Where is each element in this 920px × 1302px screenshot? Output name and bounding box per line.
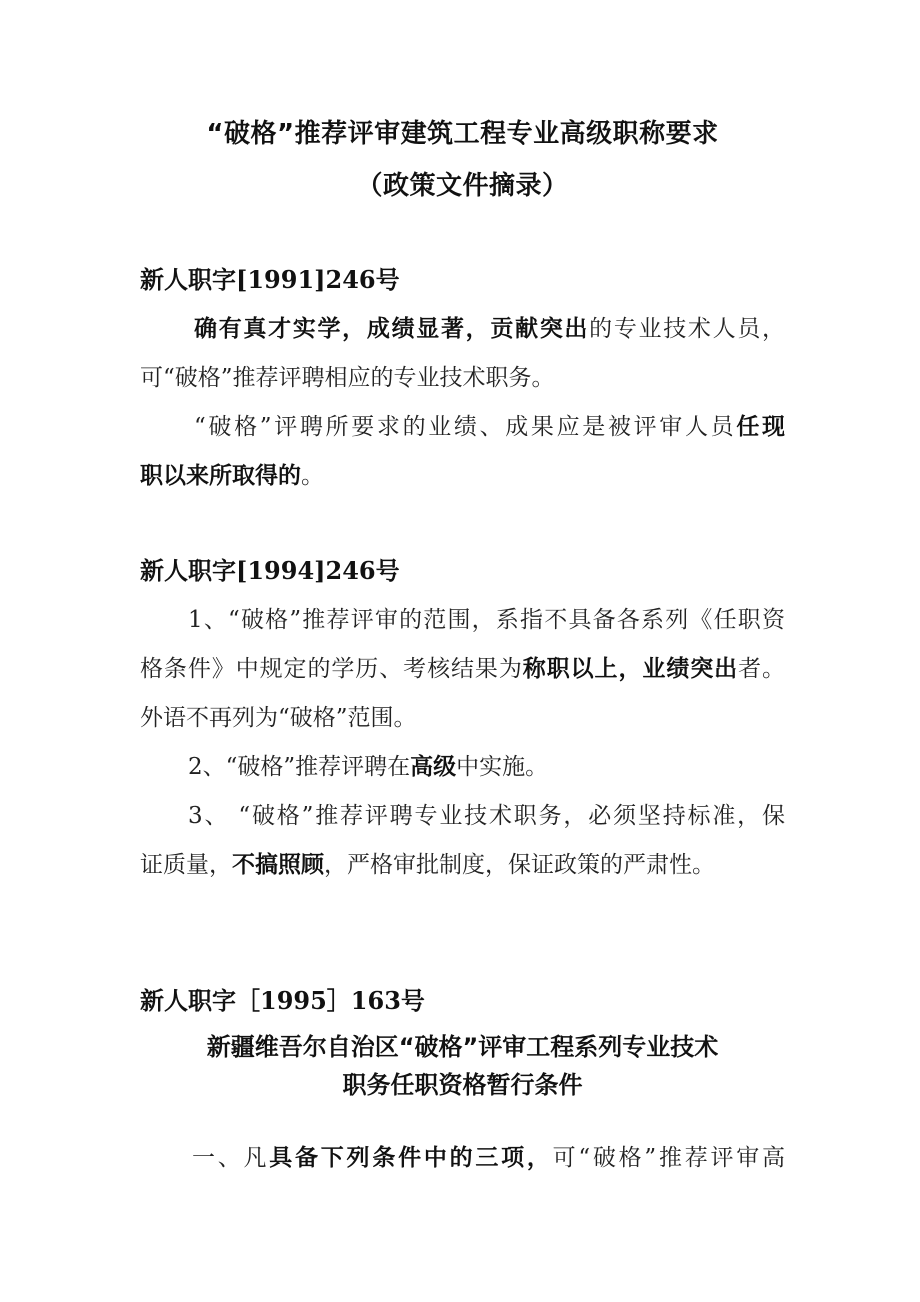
section-1-heading: 新人职字[1991]246号 <box>140 265 400 294</box>
section-2-item-1: 1、“破格”推荐评审的范围，系指不具备各系列《任职资 <box>188 607 785 633</box>
section-2-item-3-cont <box>140 849 785 881</box>
section-1-p2-period: 。 <box>301 463 324 489</box>
section-2-heading: 新人职字[1994]246号 <box>140 556 400 585</box>
section-2-item-3-emphasis: 不搞照顾 <box>232 852 324 878</box>
document-title: “破格”推荐评审建筑工程专业高级职称要求 <box>206 119 719 149</box>
section-2-item-2-emphasis: 高级 <box>410 754 457 780</box>
section-3-subtitle: 新疆维吾尔自治区“破格”评审工程系列专业技术 <box>206 1033 719 1061</box>
section-1-paragraph-1 <box>194 313 785 345</box>
section-2-item-1-text-b: 者。 <box>738 656 786 682</box>
section-2-item-1-cont <box>140 653 785 685</box>
section-3-subtitle-cont: 职务任职资格暂行条件 <box>342 1071 583 1099</box>
section-3-p1-text-a: 一、凡 <box>192 1145 270 1171</box>
section-2-item-2-text-b: 中实施。 <box>456 754 549 780</box>
section-1-p2-emphasis-cont: 职以来所取得的 <box>140 463 301 489</box>
section-1-p1-emphasis: 确有真才实学，成绩显著，贡献突出 <box>194 316 590 342</box>
section-1-p2-text: “破格”评聘所要求的业绩、成果应是被评审人员 <box>194 414 737 440</box>
section-1-paragraph-2-cont <box>140 460 785 492</box>
section-3-p1-text-b: 可“破格”推荐评审高 <box>552 1145 785 1171</box>
section-2-item-3-text-b: ，严格审批制度，保证政策的严肃性。 <box>324 852 715 878</box>
section-1-paragraph-2 <box>194 411 785 443</box>
section-1-paragraph-1-cont: 可“破格”推荐评聘相应的专业技术职务。 <box>140 365 555 391</box>
section-3-heading: 新人职字［1995］163号 <box>140 986 425 1015</box>
section-2-item-1-emphasis: 称职以上，业绩突出 <box>522 656 739 682</box>
section-2-item-1-cont-2: 外语不再列为“破格”范围。 <box>140 705 417 731</box>
section-2-item-2 <box>188 751 785 783</box>
section-2-item-1-text-a: 格条件》中规定的学历、考核结果为 <box>140 656 523 682</box>
section-1-p1-text: 的专业技术人员， <box>589 316 786 342</box>
document-subtitle: （政策文件摘录） <box>356 171 569 201</box>
section-3-paragraph-1 <box>192 1142 785 1174</box>
section-3-p1-emphasis: 具备下列条件中的三项， <box>269 1145 553 1171</box>
section-1-p2-emphasis: 任现 <box>736 414 786 440</box>
section-2-item-2-text-a: 2、“破格”推荐评聘在 <box>188 754 411 780</box>
section-2-item-3-text-a: 证质量， <box>140 852 232 878</box>
section-2-item-3: 3、 “破格”推荐评聘专业技术职务，必须坚持标准，保 <box>188 803 785 829</box>
